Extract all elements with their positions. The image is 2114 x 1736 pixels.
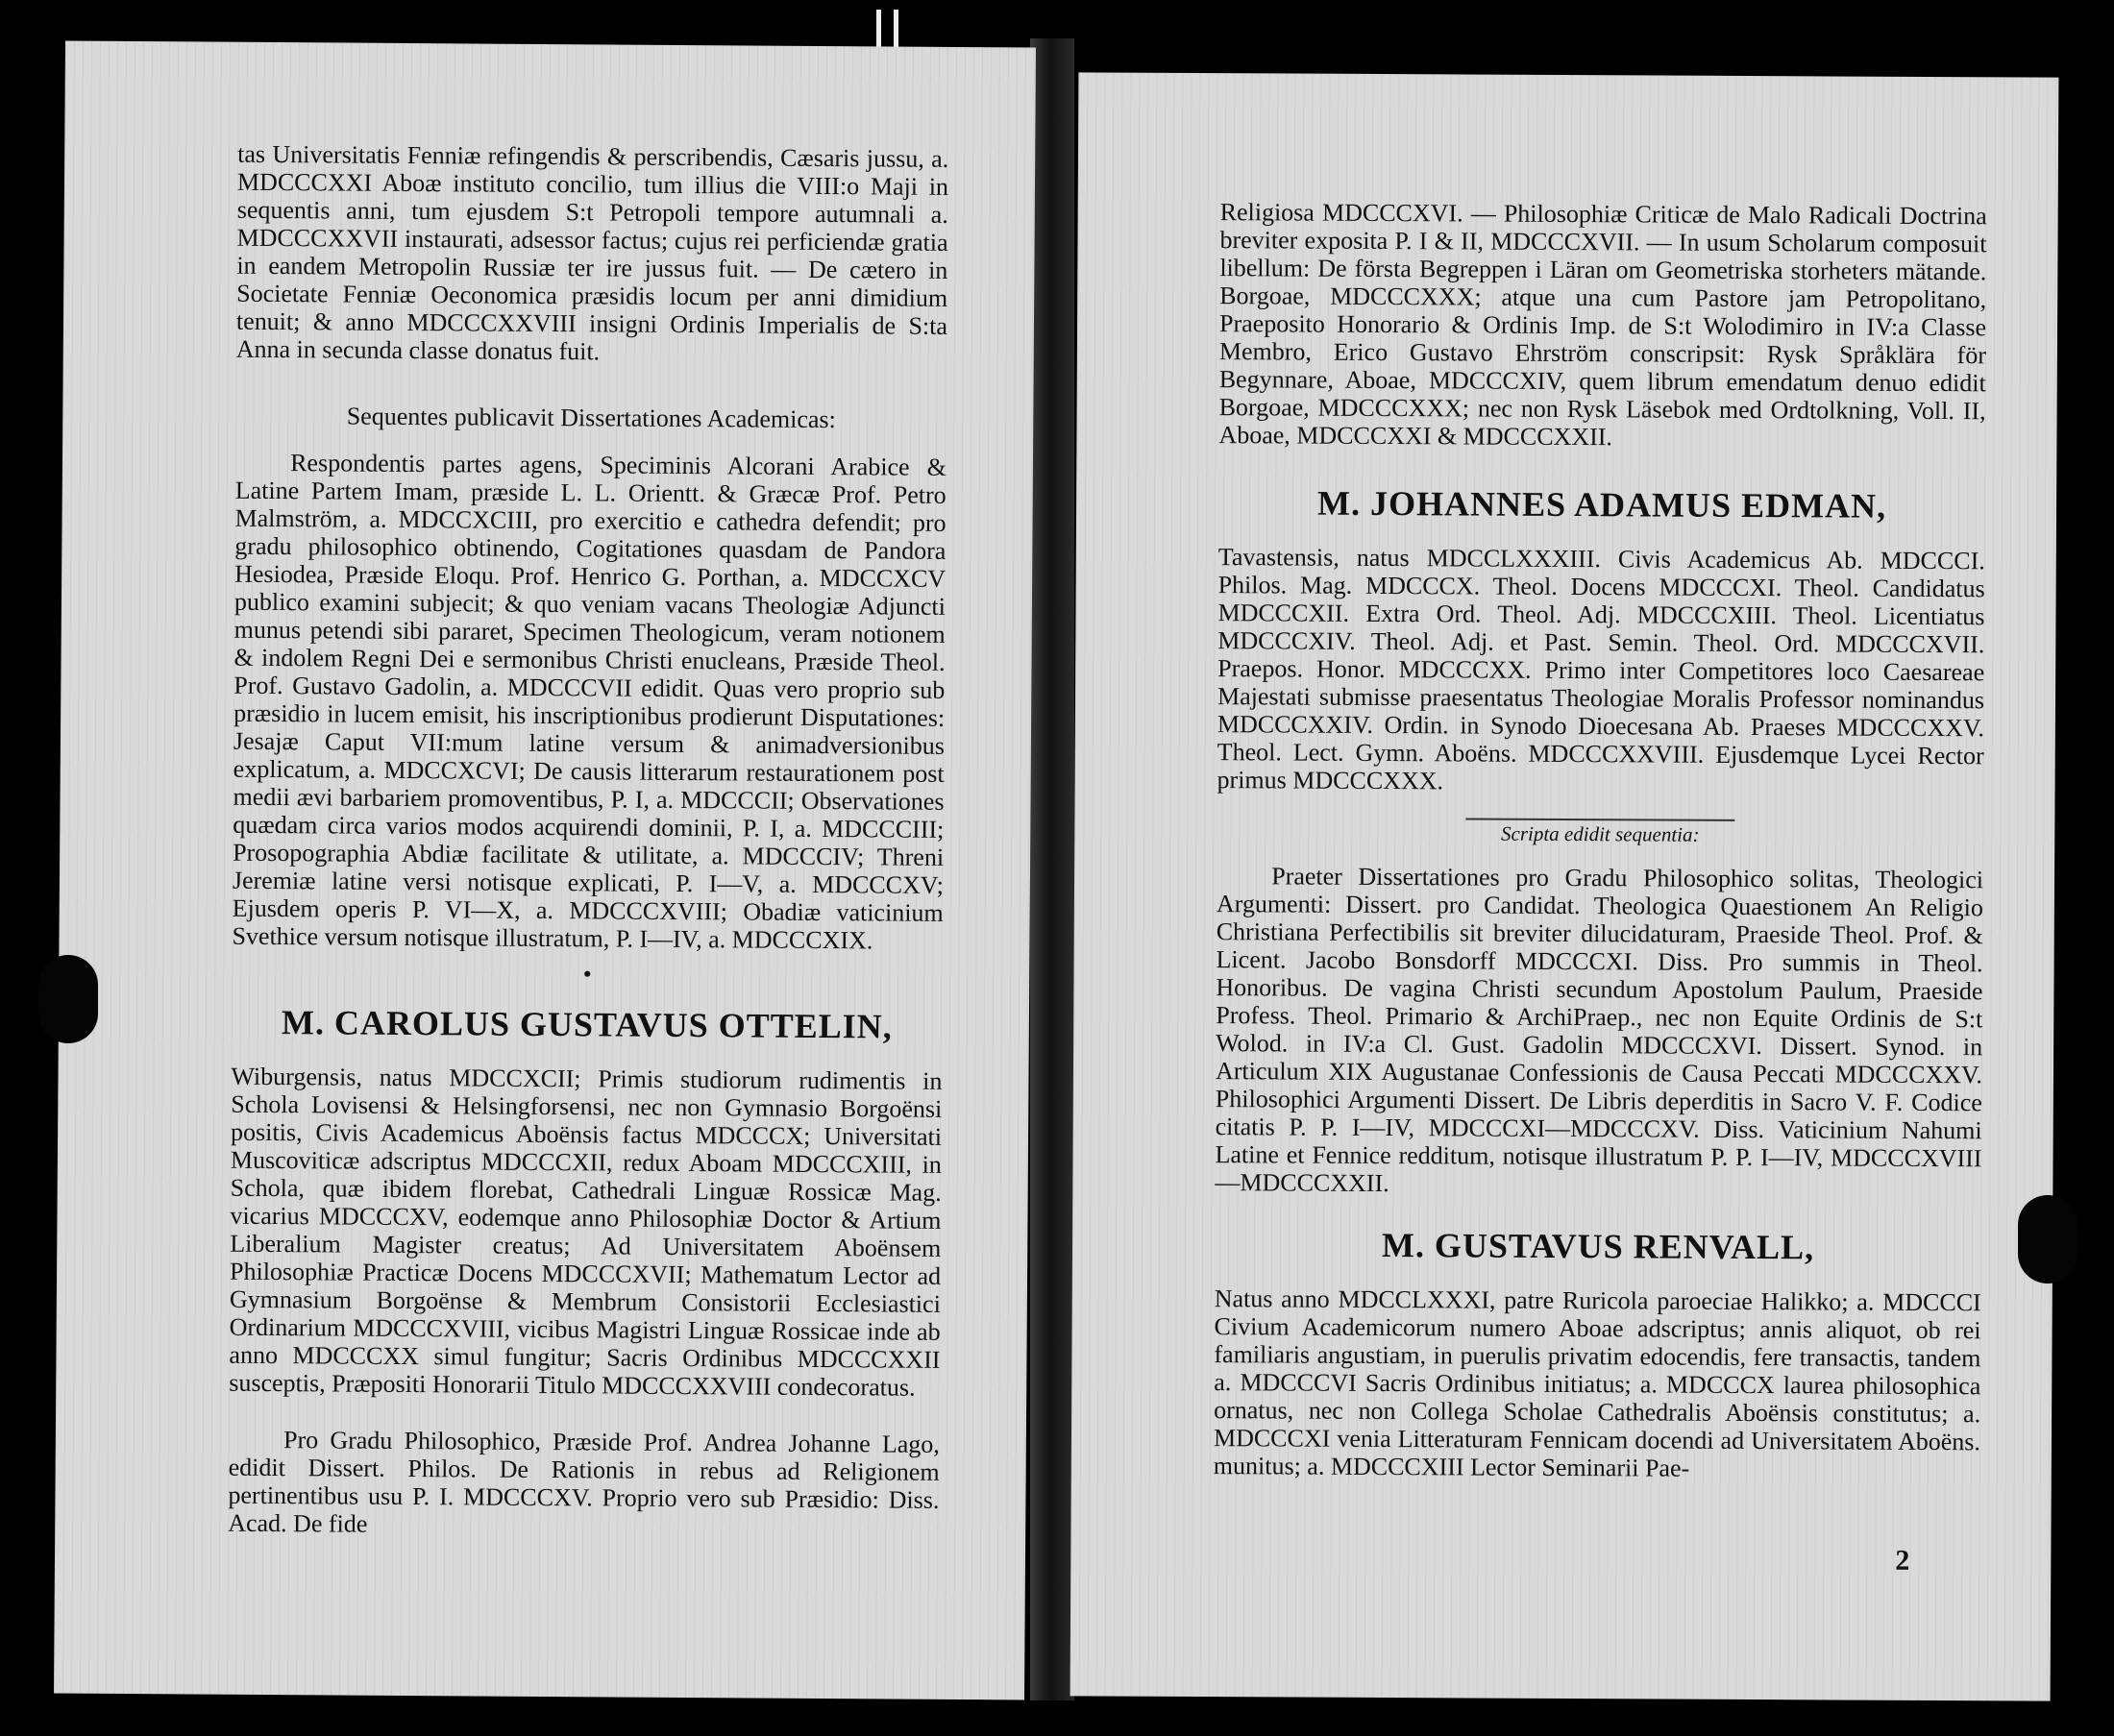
page-number: 2 (1895, 1544, 1910, 1577)
renvall-heading: M. GUSTAVUS RENVALL, (1381, 1226, 1815, 1267)
right-page-text (1214, 198, 1987, 1483)
left-dissertations-list: Respondentis partes agens, Speciminis Alcorani Arabice & Latine Partem Imam, præside L. L. Orientt. & Græcæ Prof. Petro Malmström, a. MDCCXCIII, pro exercitio e cathedra defendit; pro gradu philosophico obtinendo, Cogitationes quasdam de Pandora Hesiodea, Præside Eloqu. Prof. Henrico G. Porthan, a. MDCCXCV publico examini subjecit; & quo veniam vacans Theologiæ Adjuncti munus petendi sibi pararet, Specimen Theologicum, veram notionem & indolem Regni Dei e sermonibus Christi enucleans, Præside Theol. Prof. Gustavo Gadolin, a. MDCCCVII edidit. Quas vero proprio sub præsidio in lucem emisit, his inscriptionibus prodierunt Disputationes: Jesajæ Caput VII:mum latine versum & animadversionibus explicatum, a. MDCCXCVI; De causis litterarum restaurationem post medii ævi barbariem promoventibus, P. I, a. MDCCCII; Observationes quædam circa varios modos acquirendi dominii, P. I, a. MDCCCIII; Prosopographia Abdiæ facilitate & utilitate, a. MDCCCIV; Threni Jeremiæ latine versi notisque explicati, P. I—V, a. MDCCCXV; Ejusdem operis P. VI—X, a. MDCCCXVIII; Obadiæ vaticinium Svethice versum notisque illustratum, P. I—IV, a. MDCCCXIX. (232, 449, 947, 955)
page-clip-right (2018, 1195, 2077, 1284)
book-gutter (1030, 38, 1074, 1700)
edman-biography: Tavastensis, natus MDCCLXXXIII. Civis Academicus Ab. MDCCCI. Philos. Mag. MDCCCX. Theol. Docens MDCCCXI. Theol. Candidatus MDCCCXII. Extra Ord. Theol. Adj. MDCCCXIII. Theol. Licentiatus MDCCCXIV. Theol. Adj. et Past. Semin. Theol. Ord. MDCCCXVII. Praepos. Honor. MDCCCXX. Primo inter Competitores loco Caesareae Majestati submisse praesentatus Theologiae Moralis Professor nominandus MDCCCXXIV. Ordin. in Synodo Dioecesana Ab. Praeses MDCCCXXV. Theol. Lect. Gymn. Aboëns. MDCCCXXVIII. Ejusdemque Lycei Rector primus MDCCCXXX. (1217, 543, 1985, 795)
left-page (54, 40, 1036, 1699)
edman-publications: Praeter Dissertationes pro Gradu Philosophico solitas, Theologici Argumenti: Dissert. pro Candidat. Theologica Quaestionem An Religio Christiana Perfectibilis sit breviter dilucidaturam, Praeside Theol. Prof. & Licent. Jacobo Bonsdorff MDCCCXI. Diss. Pro summis in Theol. Honoribus. De vagina Christi secundum Apostolum Paulum, Praeside Profess. Theol. Primario & ArchiPraep., nec non Equite Ordinis de S:t Wolod. in IV:a Cl. Gust. Gadolin MDCCCXVI. Dissert. Synod. in Articulum XIX Augustanae Confessionis de Causa Peccati MDCCCXXV. Philosophici Argumenti Dissert. De Libris deperditis in Sacro V. F. Codice citatis P. P. I—IV, MDCCCXI—MDCCCXV. Diss. Vaticinium Nahumi Latine et Fennice redditum, notisque illustratum P. P. I—IV, MDCCCXVIII—MDCCCXXII. (1215, 862, 1984, 1198)
ottelin-biography: Wiburgensis, natus MDCCXCII; Primis studiorum rudimentis in Schola Lovisensi & Helsingforsensi, nec non Gymnasio Borgoënsi positis, Civis Academicus Aboënsis factus MDCCCX; Universitati Muscoviticæ adscriptus MDCCCXII, redux Aboam MDCCCXIII, in Schola, quæ ibidem florebat, Cathedrali Linguæ Rossicæ Mag. vicarius MDCCCXV, eodemque anno Philosophiæ Doctor & Artium Liberalium Magister creatus; Ad Universitatem Aboënsem Philosophiæ Practicæ Docens MDCCCXVII; Mathematum Lector ad Gymnasium Borgoënse & Membrum Consistorii Ecclesiastici Ordinarium MDCCCXVIII, vicibus Magistri Linguæ Rossicae inde ab anno MDCCCXX simul fungitur; Sacris Ordinibus MDCCCXXII susceptis, Præpositi Honorarii Titulo MDCCCXXVIII condecoratus. (229, 1062, 943, 1402)
right-para-continuation: Religiosa MDCCCXVI. — Philosophiæ Criticæ de Malo Radicali Doctrina breviter exposita P. I & II, MDCCCXVII. — In usum Scholarum composuit libellum: De första Begreppen i Läran om Geometriska storheters mätande. Borgoae, MDCCCXXX; atque una cum Pastore jam Petropolitano, Praeposito Honorario & Ordinis Imp. de S:t Wolodimiro in IV:a Classe Membro, Erico Gustavo Ehrström conscripsit: Rysk Språklära för Begynnare, Aboae, MDCCCXIV, quem librum emendatum denuo edidit Borgoae, MDCCCXXX; nec non Rysk Läsebok med Ordtolkning, Voll. II, Aboae, MDCCCXXI & MDCCCXXII. (1218, 198, 1987, 452)
left-divider-mark: • (582, 960, 592, 989)
left-dissertations-intro: Sequentes publicavit Dissertationes Academicas: (346, 402, 836, 434)
left-para-continuation: tas Universitatis Fenniæ refingendis & perscribendis, Cæsaris jussu, a. MDCCCXXI Aboæ instituto concilio, tum illius die VIII:o Maji in sequentis anni, tum ejusdem S:t Petropoli tempore autumnali a. MDCCCXXVII instaurati, adsessor factus; cujus rei perficiendæ gratia in eandem Metropolin Russiæ ter ire jussus fuit. — De cætero in Societate Fenniæ Oeconomica præsidis locum per anni dimidium tenuit; & anno MDCCCXXVIII insigni Ordinis Imperialis de S:ta Anna in secunda classe donatus fuit. (235, 139, 949, 366)
edman-scripta-heading: Scripta edidit sequentia: (1500, 821, 1700, 846)
right-page (1070, 72, 2059, 1700)
page-clip-left (38, 955, 98, 1043)
left-page-text (228, 140, 948, 1542)
ottelin-publications: Pro Gradu Philosophico, Præside Prof. Andrea Johanne Lago, edidit Dissert. Philos. De Rationis in rebus ad Religionem pertinentibus usu P. I. MDCCCXV. Proprio vero sub Præsidio: Diss. Acad. De fide (228, 1426, 940, 1538)
edman-heading: M. JOHANNES ADAMUS EDMAN, (1316, 483, 1887, 526)
renvall-biography: Natus anno MDCCLXXXI, patre Ruricola paroeciae Halikko; a. MDCCCI Civium Academicorum numero Aboae adscriptus; annis aliquot, ob rei familiaris angustiam, in puerulis privatim edocendis, fere transactis, tandem a. MDCCCVI Sacris Ordinibus initiatus; a. MDCCCX laurea philosophica ornatus, nec non Collega Scholae Cathedralis Aboënsis constitutus; a. MDCCCXI venia Litteraturam Fennicam docendi ad Universitatem Aboëns. munitus; a. MDCCCXIII Lector Seminarii Pae- (1213, 1284, 1981, 1482)
ottelin-heading: M. CAROLUS GUSTAVUS OTTELIN, (281, 1003, 893, 1046)
